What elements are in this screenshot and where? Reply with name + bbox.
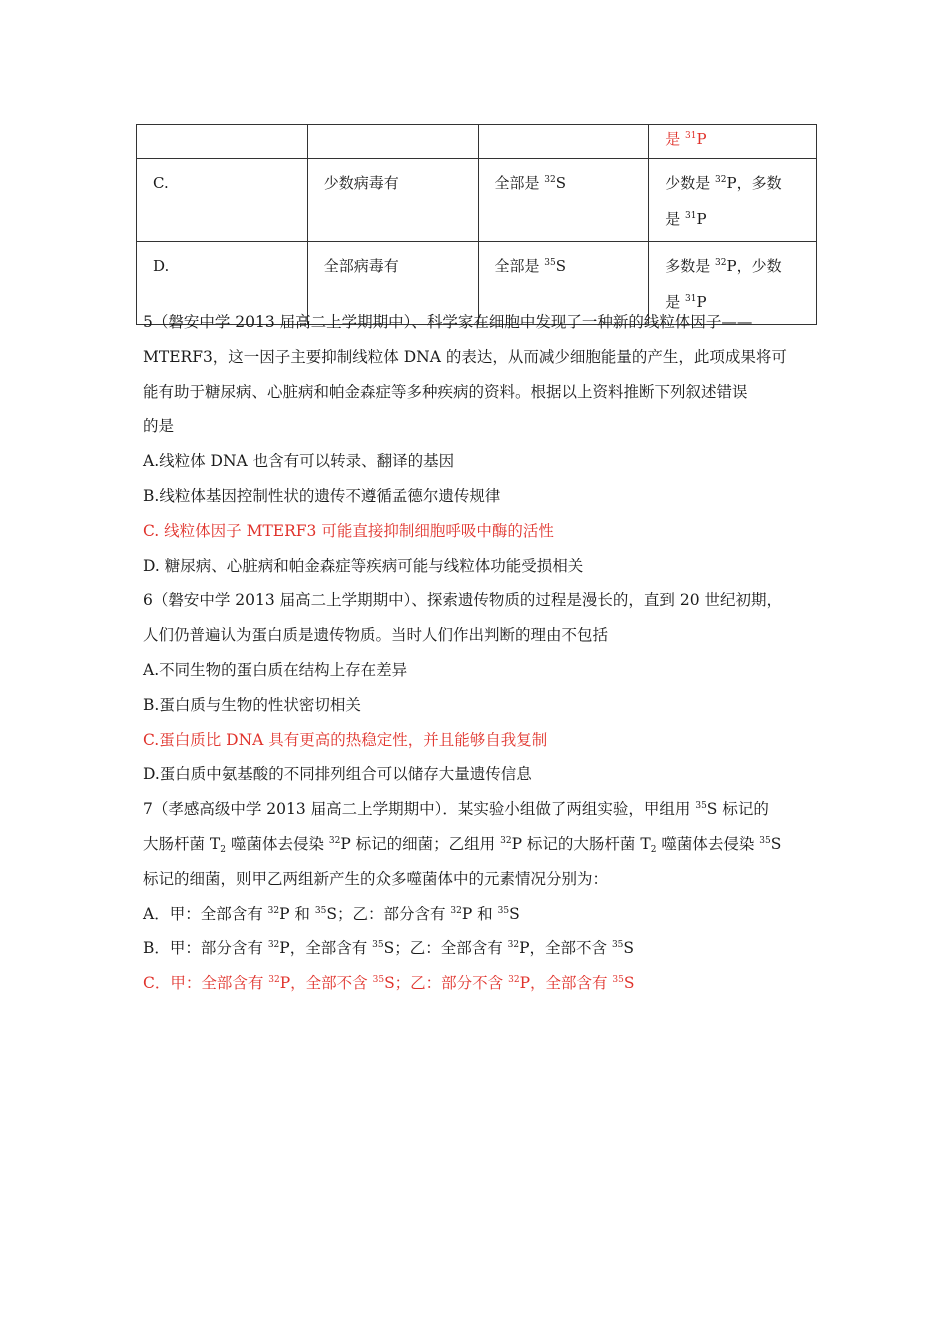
text-run: 7（孝感高级中学 2013 届高二上学期期中）．某实验小组做了两组实验，甲组用 (143, 800, 696, 819)
question-5-option-d: D. 糖尿病、心脏病和帕金森症等疾病可能与线粒体功能受损相关 (143, 556, 584, 575)
superscript: 35 (611, 940, 624, 951)
text-run: P，全部含有 (279, 939, 373, 958)
text-run: S 标记的 (706, 800, 769, 819)
question-5-stem-line: MTERF3，这一因子主要抑制线粒体 DNA 的表达，从而减少细胞能量的产生，此项成果将可 (143, 347, 787, 366)
question-6-option-c-answer: C.蛋白质比 DNA 具有更高的热稳定性，并且能够自我复制 (143, 730, 548, 749)
question-5-stem-line: 5（磐安中学 2013 届高二上学期期中）、科学家在细胞中发现了一种新的线粒体因子—— (143, 313, 753, 331)
superscript: 32 (507, 940, 520, 951)
superscript: 32 (267, 940, 280, 951)
text-run: P 标记的细菌；乙组用 (340, 834, 501, 853)
superscript: 35 (695, 801, 707, 812)
text-run: P，全部不含 (279, 974, 373, 993)
option-label-cell: D. (137, 242, 308, 325)
question-5-stem-line: 的是 (143, 417, 175, 436)
cell-text: 是 (665, 210, 686, 228)
table-cell: 全部病毒有 (307, 242, 478, 325)
text-run: P，全部不含 (519, 939, 612, 958)
question-5-option-c-answer: C. 线粒体因子 MTERF3 可能直接抑制细胞呼吸中酶的活性 (143, 521, 554, 540)
question-6-stem-line: 6（磐安中学 2013 届高二上学期期中）、探索遗传物质的过程是漫长的，直到 20 世纪初期， (143, 591, 782, 610)
cell-text: P (696, 130, 707, 148)
cell-text: P，多数 (726, 174, 782, 192)
text-run: 噬菌体去侵染 (226, 834, 329, 853)
table-cell (478, 125, 649, 159)
text-run: 大肠杆菌 T (143, 834, 221, 853)
text-run: S (770, 834, 782, 853)
text-run: P 和 (279, 904, 315, 923)
question-7-option-c-answer (143, 966, 823, 1001)
text-run: P 和 (461, 904, 498, 923)
table-row (137, 125, 817, 159)
table-cell: 少数病毒有 (307, 159, 478, 242)
cell-text: 少数是 (665, 174, 716, 192)
superscript: 32 (715, 175, 727, 185)
cell-text: P (696, 210, 707, 228)
cell-text: 全部是 (494, 174, 545, 192)
superscript: 35 (497, 905, 510, 916)
cell-text: 多数是 (665, 257, 716, 275)
superscript: 35 (612, 975, 624, 986)
question-6-option-d: D.蛋白质中氨基酸的不同排列组合可以储存大量遗传信息 (143, 765, 532, 784)
cell-text: P (696, 293, 707, 311)
table-row (137, 159, 817, 242)
question-7-stem-line: 标记的细菌，则甲乙两组新产生的众多噬菌体中的元素情况分别为： (143, 869, 609, 888)
subscript: 2 (650, 844, 657, 855)
answer-table (136, 124, 817, 325)
text-run: A．甲：全部含有 (143, 904, 268, 923)
question-body (143, 305, 823, 1001)
question-7-stem-line (143, 792, 823, 827)
text-run: S；乙：部分含有 (326, 904, 451, 923)
superscript: 32 (508, 975, 520, 986)
question-7-option-b (143, 931, 823, 966)
cell-text: P，少数 (726, 257, 782, 275)
table-cell (137, 125, 308, 159)
table-cell (307, 125, 478, 159)
question-7-stem-line (143, 827, 823, 862)
superscript: 32 (500, 835, 512, 846)
table-cell (478, 159, 649, 242)
superscript: 32 (267, 905, 280, 916)
superscript: 35 (372, 975, 385, 986)
superscript: 35 (372, 940, 384, 951)
superscript: 35 (759, 835, 771, 846)
question-5-option-a: A.线粒体 DNA 也含有可以转录、翻译的基因 (143, 452, 455, 471)
superscript: 35 (544, 258, 556, 268)
superscript: 32 (715, 258, 727, 268)
text-run: S (623, 974, 635, 993)
superscript: 32 (544, 175, 556, 185)
superscript: 31 (685, 294, 697, 304)
option-label-cell: C. (137, 159, 308, 242)
superscript: 35 (314, 905, 327, 916)
text-run: 噬菌体去侵染 (656, 834, 760, 853)
cell-text: 是 (665, 293, 686, 311)
text-run: P 标记的大肠杆菌 T (511, 834, 651, 853)
cell-text: S (555, 174, 567, 192)
question-5-option-b: B.线粒体基因控制性状的遗传不遵循孟德尔遗传规律 (143, 486, 501, 505)
cell-text: 全部是 (494, 257, 545, 275)
cell-text: 是 (665, 130, 686, 148)
superscript: 32 (268, 975, 280, 986)
question-5-stem-line: 能有助于糖尿病、心脏病和帕金森症等多种疾病的资料。根据以上资料推断下列叙述错误 (143, 382, 748, 401)
subscript: 2 (220, 844, 227, 855)
superscript: 32 (450, 905, 462, 916)
text-run: B．甲：部分含有 (143, 939, 268, 958)
superscript: 31 (685, 131, 697, 141)
text-run: S；乙：部分不含 (384, 974, 509, 993)
text-run: C．甲：全部含有 (143, 974, 269, 993)
table-cell (649, 159, 817, 242)
text-run: S；乙：全部含有 (383, 939, 508, 958)
text-run: S (623, 939, 635, 958)
text-run: S (509, 904, 520, 923)
question-7-option-a (143, 897, 823, 932)
question-6-option-b: B.蛋白质与生物的性状密切相关 (143, 695, 361, 714)
question-6-option-a: A.不同生物的蛋白质在结构上存在差异 (143, 660, 408, 679)
text-run: P，全部含有 (519, 974, 613, 993)
superscript: 31 (685, 211, 697, 221)
question-6-stem-line: 人们仍普遍认为蛋白质是遗传物质。当时人们作出判断的理由不包括 (143, 626, 609, 645)
cell-text: S (555, 257, 567, 275)
superscript: 32 (328, 835, 341, 846)
table-cell (649, 125, 817, 159)
